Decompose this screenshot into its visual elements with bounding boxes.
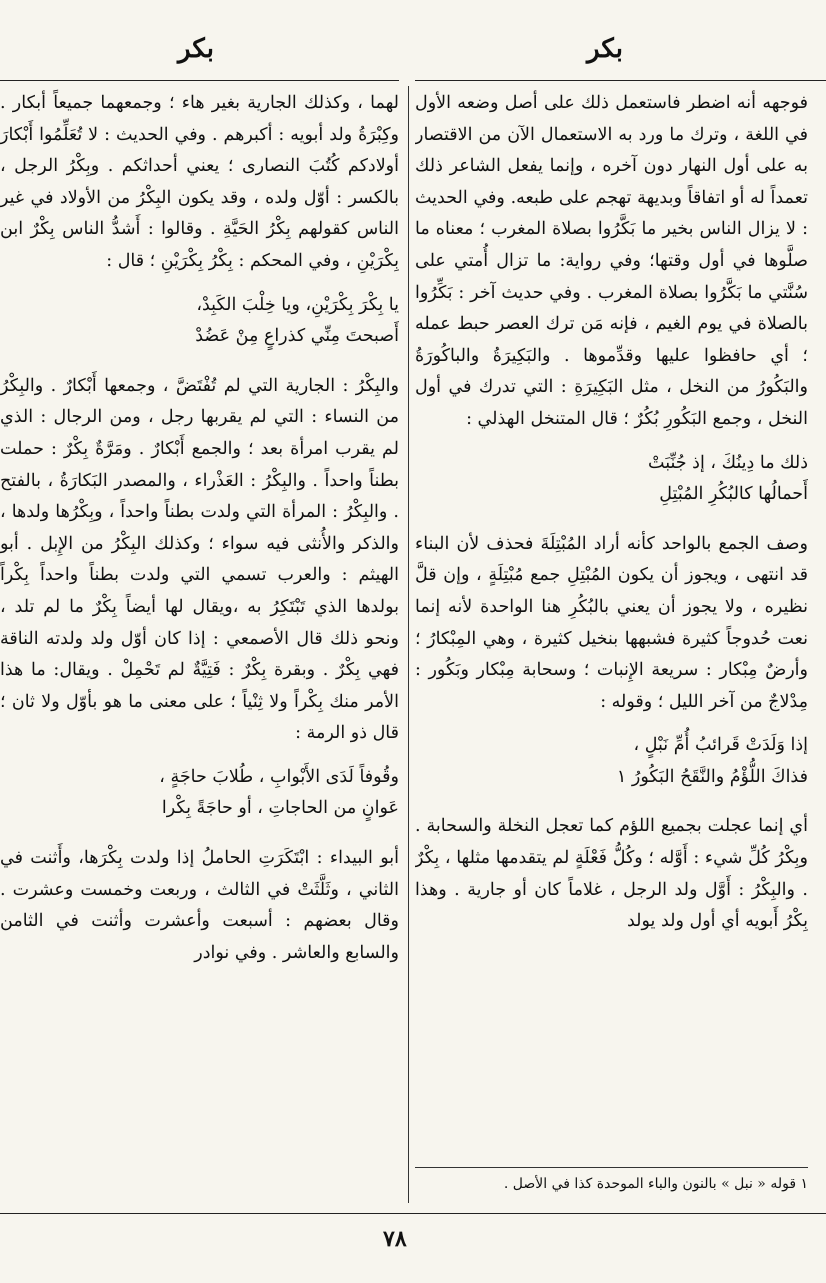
- left-verse-1-line-2: أَصبحتَ مِنِّي كذراعٍ مِنْ عَضُدْ: [195, 326, 399, 347]
- right-paragraph-1: فوجهه أنه اضطر فاستعمل ذلك على أصل وضعه الأول في اللغة ، وترك ما ورد به الاستعمال الآن من الاقتصار به على أول النهار دون آخره ، وإنما يفعل الشاعر ذلك تعمداً له أو اتفاقاً وبديهة تهجم على طبعه. وفي الحديث : لا يزال الناس بخير ما بَكَّرُوا بصلاة المغرب ؛ معناه ما صلَّوها في أول وقتها؛ وفي رواية: ما تزال أُمتي على سُنَّتي ما بَكَّرُوا بصلاة المغرب . وفي حديث آخر : بَكِّرُوا بالصلاة في يوم الغيم ، فإنه مَن ترك العصر حبط عمله ؛ أي حافظوا عليها وقدِّموها . والبَكِيرَةُ والباكُورَةُ والبَكُورُ من النخل ، مثل البَكِيرَةِ : التي تدرك في أول النخل ، وجمع البَكُورِ بُكُرٌ ؛ قال المتنخل الهذلي :: [415, 93, 808, 429]
- right-header-title: بكر: [587, 34, 623, 64]
- left-verse-2-line-1: وقُوفاً لَدَى الأَبْوابِ ، طُلابَ حاجَةٍ ،: [159, 766, 399, 787]
- left-column: [0, 88, 399, 969]
- left-verse-2-line-2: عَوانٍ من الحاجاتِ ، أو حاجَةً بِكْرا: [161, 798, 399, 819]
- right-verse-1-line-2: أَحمالُها كالبُكُرِ المُبْتِلِ: [659, 484, 808, 505]
- bottom-rule: [0, 1213, 826, 1214]
- right-paragraph-3: أي إنما عجلت بجميع اللؤم كما تعجل النخلة والسحابة . وبِكْرُ كُلِّ شيء : أَوَّله ؛ وكُلُّ فَعْلَةٍ لم يتقدمها مثلها ، بِكْرٌ . والبِكْرُ : أَوَّل ولد الرجل ، غلاماً كان أو جارية . وهذا بِكْرُ أَبويه أي أول ولد يولد: [415, 816, 808, 932]
- right-paragraph-2: وصف الجمع بالواحد كأنه أراد المُبْتِلَةَ فحذف لأن البناء قد انتهى ، ويجوز أن يكون المُبْتِلِ جمع مُبْتِلَةٍ ، وإن قلَّ نظيره ، ولا يجوز أن يعني بالبُكُرِ هنا الواحدة لأنه إنما نعت حُدوجاً كثيرة فشبهها بنخيل كثيرة ، وهي المِبْكارُ ؛ وأرضٌ مِبْكار : سريعة الإِنبات ؛ وسحابة مِبْكار وبَكُور : مِدْلاجٌ من آخر الليل ؛ وقوله :: [415, 533, 808, 712]
- left-paragraph-1: لهما ، وكذلك الجارية بغير هاء ؛ وجمعهما جميعاً أبكار . وكِبْرَةُ ولد أبويه : أكبرهم . وفي الحديث : لا تُعَلِّمُوا أَبْكارَ أولادكم كُتُبَ النصارى ؛ يعني أحداثكم . وبِكْرُ الرجل ، بالكسر : أوّل ولده ، وقد يكون البِكْرُ من الأولاد في غير الناس كقولهم بِكْرُ الحَيَّةِ . وقالوا : أَشدُّ الناس بِكْرٌ ابن بِكْرَيْنِ ، وفي المحكم : بِكْرُ بِكْرَيْنِ ؛ قال :: [0, 93, 399, 271]
- right-column: [415, 88, 808, 938]
- right-verse-2-line-1: إذا وَلَدَتْ قَرائبُ أُمِّ نَبْلٍ ،: [633, 735, 808, 756]
- right-verse-2-line-2: فذاكَ اللُّؤْمُ والنَّقَحُ البَكُورُ ١: [616, 766, 808, 787]
- column-separator: [408, 86, 409, 1203]
- left-paragraph-2: والبِكْرُ : الجارية التي لم تُفْتَضَّ ، وجمعها أَبْكارٌ . والبِكْرُ من النساء : التي لم يقربها رجل ، ومن الرجال : الذي لم يقرب امرأة بعد ؛ والجمع أَبْكارٌ . ومَرَّةٌ بِكْرٌ : حملت بطناً واحداً . والبِكْرُ : العَذْراء ، والمصدر البَكارَةُ ، بالفتح . والبِكْرُ : المرأة التي ولدت بطناً واحداً ، وبِكْرُها ولدها ، والذكر والأُنثى فيه سواء ؛ وكذلك البِكْرُ من الإِبل . أبو الهيثم : والعرب تسمي التي ولدت بطناً واحداً بِكْراً بولدها الذي تَبْتَكِرُ به ،ويقال لها أيضاً بِكْرٌ ما لم تلد ، ونحو ذلك قال الأصمعي : إذا كان أوّل ولد ولدته الناقة فهي بِكْرٌ . وبقرة بِكْرٌ : فَتِيَّةٌ لم تَحْمِلْ . ويقال: ما هذا الأمر منك بِكْراً ولا ثِنْياً ؛ على معنى ما هو بأوّل ولا ثان ؛ قال ذو الرمة :: [0, 375, 399, 744]
- footnote: ١ قوله « نبل » بالنون والباء الموحدة كذا في الأصل .: [503, 1176, 808, 1192]
- top-rule-right: [415, 80, 826, 81]
- top-rule-left: [0, 80, 399, 81]
- page-number: ٧٨: [383, 1226, 407, 1252]
- right-verse-1-line-1: ذلك ما دِينُكَ ، إذ جُنِّبَتْ: [648, 452, 808, 473]
- left-paragraph-3: أبو البيداء : ابْتَكَرَتِ الحاملُ إذا ولدت بِكْرَها، وأَثنت في الثاني ، وثَلَّثَتْ في الثالث ، وربعت وخمست وعشرت . وقال بعضهم : أسبعت وأعشرت وأثنت في الثامن والسابع والعاشر . وفي نوادر: [0, 848, 399, 963]
- left-verse-1-line-1: يا بِكْرَ بِكْرَيْنِ، ويا خِلْبَ الكَبِدْ،: [196, 294, 399, 315]
- footnote-rule: [415, 1167, 808, 1168]
- left-header-title: بكر: [178, 34, 214, 64]
